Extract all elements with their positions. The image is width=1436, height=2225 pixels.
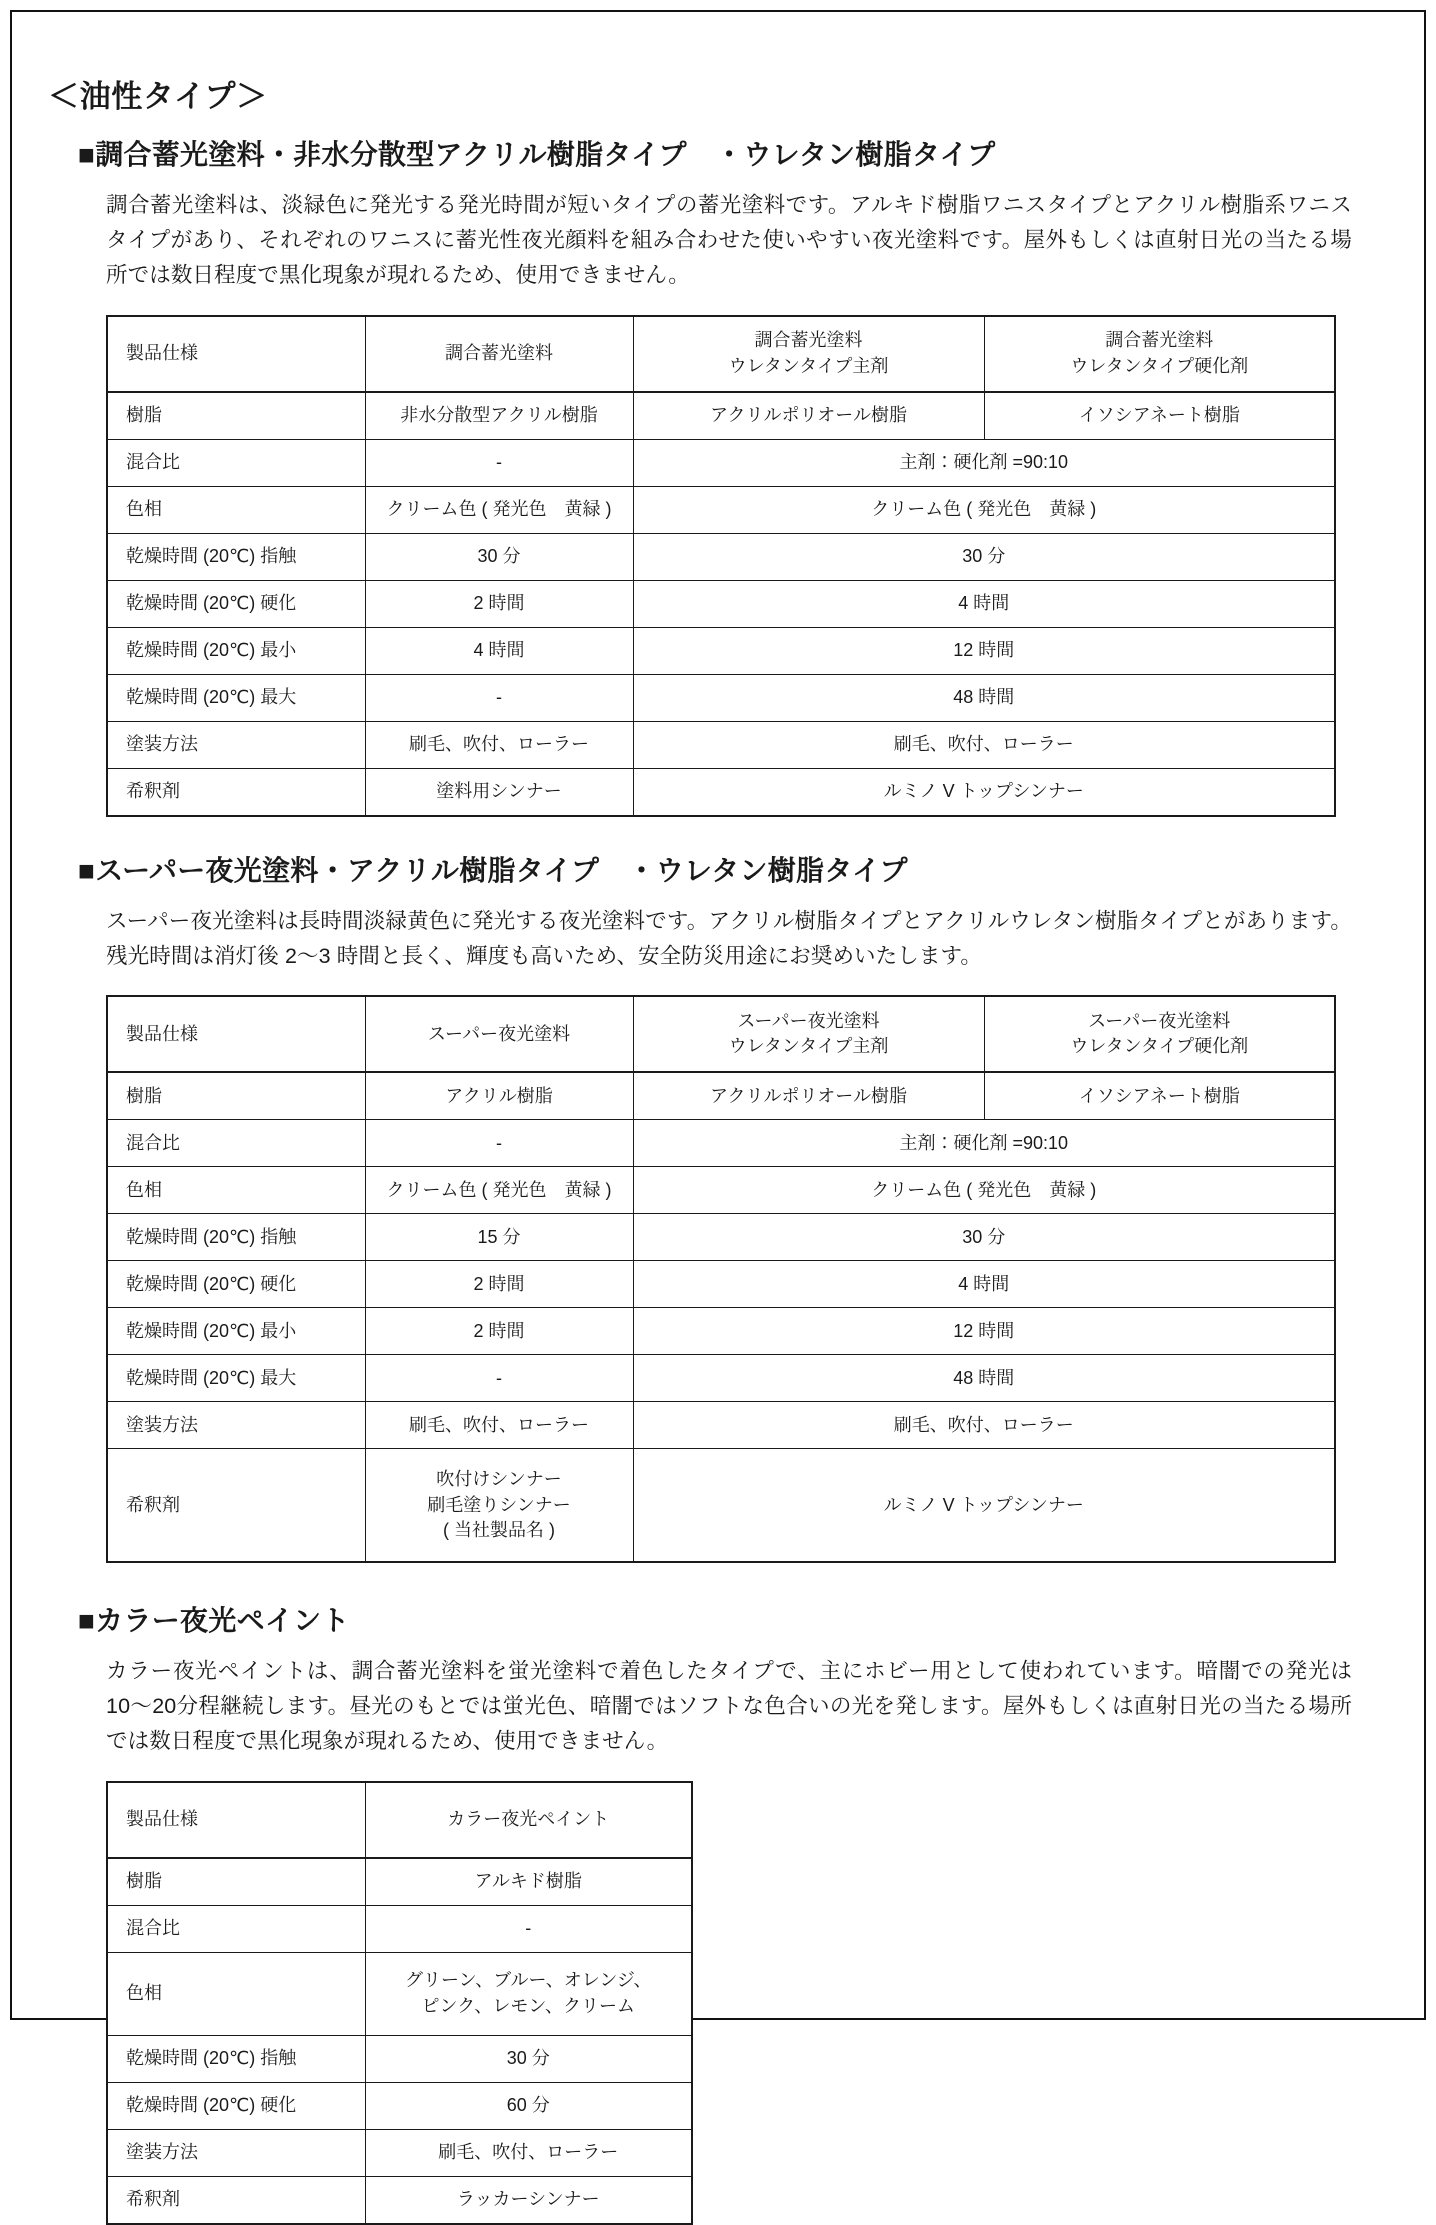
table-row <box>107 2129 692 2176</box>
row-label: 樹脂 <box>107 392 365 440</box>
cell-value: 48 時間 <box>633 1355 1335 1402</box>
col-header-product-3: スーパー夜光塗料 ウレタンタイプ硬化剤 <box>984 996 1335 1072</box>
cell-value: ルミノ V トップシンナー <box>633 768 1335 816</box>
cell-value: 非水分散型アクリル樹脂 <box>365 392 633 440</box>
table-row <box>107 1858 692 1906</box>
row-label: 混合比 <box>107 1905 365 1952</box>
section-super-luminous-paint <box>48 853 1376 1564</box>
cell-value: クリーム色 ( 発光色 黄緑 ) <box>365 486 633 533</box>
table-row <box>107 1308 1335 1355</box>
row-label: 混合比 <box>107 1120 365 1167</box>
table-row <box>107 721 1335 768</box>
col-header-product-1: カラー夜光ペイント <box>365 1782 692 1858</box>
spec-table-1 <box>106 315 1336 817</box>
row-label: 色相 <box>107 1167 365 1214</box>
table-row <box>107 1952 692 2035</box>
row-label: 乾燥時間 (20℃) 指触 <box>107 2035 365 2082</box>
row-label: 混合比 <box>107 439 365 486</box>
cell-value: - <box>365 1120 633 1167</box>
cell-value: 2 時間 <box>365 1261 633 1308</box>
col-header-spec: 製品仕様 <box>107 996 365 1072</box>
row-label: 樹脂 <box>107 1072 365 1120</box>
row-label: 乾燥時間 (20℃) 最小 <box>107 627 365 674</box>
cell-value: 2 時間 <box>365 580 633 627</box>
cell-value: 12 時間 <box>633 627 1335 674</box>
table-row <box>107 2082 692 2129</box>
row-label: 乾燥時間 (20℃) 最大 <box>107 674 365 721</box>
cell-value: 4 時間 <box>633 580 1335 627</box>
table-row <box>107 2035 692 2082</box>
table-header-row <box>107 996 1335 1072</box>
col-header-product-2: スーパー夜光塗料 ウレタンタイプ主剤 <box>633 996 984 1072</box>
table-row <box>107 1402 1335 1449</box>
col-header-product-2: 調合蓄光塗料 ウレタンタイプ主剤 <box>633 316 984 392</box>
cell-value: 4 時間 <box>365 627 633 674</box>
cell-value: ルミノ V トップシンナー <box>633 1449 1335 1563</box>
section-heading: ■調合蓄光塗料・非水分散型アクリル樹脂タイプ ・ウレタン樹脂タイプ <box>78 139 996 171</box>
table-row <box>107 1214 1335 1261</box>
row-label: 乾燥時間 (20℃) 硬化 <box>107 580 365 627</box>
spec-table-3 <box>106 1781 693 2225</box>
row-label: 乾燥時間 (20℃) 指触 <box>107 1214 365 1261</box>
table-header <box>107 1782 692 1858</box>
cell-value: 4 時間 <box>633 1261 1335 1308</box>
cell-value: 30 分 <box>365 533 633 580</box>
cell-value: アクリル樹脂 <box>365 1072 633 1120</box>
section-heading: ■スーパー夜光塗料・アクリル樹脂タイプ ・ウレタン樹脂タイプ <box>78 854 908 886</box>
row-label: 色相 <box>107 486 365 533</box>
row-label: 乾燥時間 (20℃) 硬化 <box>107 1261 365 1308</box>
cell-value: 30 分 <box>633 1214 1335 1261</box>
cell-value: イソシアネート樹脂 <box>984 392 1335 440</box>
section-body-text: カラー夜光ペイントは、調合蓄光塗料を蛍光塗料で着色したタイプで、主にホビー用として使われています。暗闇での発光は10〜20分程継続します。昼光のもとでは蛍光色、暗闇ではソフトな色合いの光を発します。屋外もしくは直射日光の当たる場所では数日程度で黒化現象が現れるため、使用できません。 <box>106 1659 1352 1753</box>
row-label: 乾燥時間 (20℃) 最大 <box>107 1355 365 1402</box>
table-row <box>107 1449 1335 1563</box>
cell-value: 刷毛、吹付、ローラー <box>365 1402 633 1449</box>
cell-value: クリーム色 ( 発光色 黄緑 ) <box>633 1167 1335 1214</box>
spec-table-2 <box>106 995 1336 1563</box>
cell-value: ラッカーシンナー <box>365 2176 692 2224</box>
cell-value: 12 時間 <box>633 1308 1335 1355</box>
row-label: 希釈剤 <box>107 1449 365 1563</box>
table-row <box>107 2176 692 2224</box>
table-header-row <box>107 1782 692 1858</box>
section-oil-mixed-luminous-paint <box>48 137 1376 816</box>
cell-value: アクリルポリオール樹脂 <box>633 392 984 440</box>
cell-value: 48 時間 <box>633 674 1335 721</box>
cell-value: - <box>365 674 633 721</box>
cell-value: 刷毛、吹付、ローラー <box>633 721 1335 768</box>
cell-value: クリーム色 ( 発光色 黄緑 ) <box>633 486 1335 533</box>
section-body-text: 調合蓄光塗料は、淡緑色に発光する発光時間が短いタイプの蓄光塗料です。アルキド樹脂ワニスタイプとアクリル樹脂系ワニスタイプがあり、それぞれのワニスに蓄光性夜光顔料を組み合わせた使いやすい夜光塗料です。屋外もしくは直射日光の当たる場所では数日程度で黒化現象が現れるため、使用できません。 <box>106 193 1352 287</box>
table-row <box>107 1905 692 1952</box>
row-label: 乾燥時間 (20℃) 最小 <box>107 1308 365 1355</box>
col-header-product-1: スーパー夜光塗料 <box>365 996 633 1072</box>
col-header-product-1: 調合蓄光塗料 <box>365 316 633 392</box>
cell-value: アルキド樹脂 <box>365 1858 692 1906</box>
table-row <box>107 392 1335 440</box>
table-row <box>107 486 1335 533</box>
table-body <box>107 1858 692 2224</box>
cell-value: - <box>365 1905 692 1952</box>
cell-value: 刷毛、吹付、ローラー <box>365 721 633 768</box>
cell-value: 刷毛、吹付、ローラー <box>633 1402 1335 1449</box>
row-label: 乾燥時間 (20℃) 指触 <box>107 533 365 580</box>
section-heading: ■カラー夜光ペイント <box>78 1605 350 1637</box>
cell-value: イソシアネート樹脂 <box>984 1072 1335 1120</box>
col-header-spec: 製品仕様 <box>107 316 365 392</box>
table-row <box>107 580 1335 627</box>
cell-value-multiline: 吹付けシンナー 刷毛塗りシンナー ( 当社製品名 ) <box>365 1449 633 1563</box>
table-row <box>107 768 1335 816</box>
cell-value: 30 分 <box>633 533 1335 580</box>
cell-value: 60 分 <box>365 2082 692 2129</box>
cell-value: アクリルポリオール樹脂 <box>633 1072 984 1120</box>
row-label: 色相 <box>107 1952 365 2035</box>
table-row <box>107 1167 1335 1214</box>
page-title: ＜油性タイプ＞ <box>48 79 268 114</box>
section-color-luminous-paint <box>48 1603 1376 2224</box>
row-label: 塗装方法 <box>107 721 365 768</box>
cell-value: - <box>365 439 633 486</box>
row-label: 希釈剤 <box>107 768 365 816</box>
section-body-text: スーパー夜光塗料は長時間淡緑黄色に発光する夜光塗料です。アクリル樹脂タイプとアクリルウレタン樹脂タイプとがあります。残光時間は消灯後 2〜3 時間と長く、輝度も高いため、安全防災用途にお奨めいたします。 <box>106 908 1352 968</box>
row-label: 希釈剤 <box>107 2176 365 2224</box>
table-header <box>107 316 1335 392</box>
table-row <box>107 1261 1335 1308</box>
table-body <box>107 392 1335 816</box>
cell-value-multiline: グリーン、ブルー、オレンジ、 ピンク、レモン、クリーム <box>365 1952 692 2035</box>
cell-value: - <box>365 1355 633 1402</box>
table-row <box>107 1072 1335 1120</box>
cell-value: 主剤：硬化剤 =90:10 <box>633 439 1335 486</box>
cell-value: 塗料用シンナー <box>365 768 633 816</box>
col-header-product-3: 調合蓄光塗料 ウレタンタイプ硬化剤 <box>984 316 1335 392</box>
table-row <box>107 674 1335 721</box>
cell-value: 主剤：硬化剤 =90:10 <box>633 1120 1335 1167</box>
cell-value: 30 分 <box>365 2035 692 2082</box>
row-label: 樹脂 <box>107 1858 365 1906</box>
cell-value: 刷毛、吹付、ローラー <box>365 2129 692 2176</box>
cell-value: クリーム色 ( 発光色 黄緑 ) <box>365 1167 633 1214</box>
table-row <box>107 627 1335 674</box>
row-label: 塗装方法 <box>107 1402 365 1449</box>
table-row <box>107 439 1335 486</box>
table-row <box>107 1120 1335 1167</box>
table-row <box>107 533 1335 580</box>
table-row <box>107 1355 1335 1402</box>
row-label: 乾燥時間 (20℃) 硬化 <box>107 2082 365 2129</box>
row-label: 塗装方法 <box>107 2129 365 2176</box>
table-body <box>107 1072 1335 1562</box>
col-header-spec: 製品仕様 <box>107 1782 365 1858</box>
cell-value: 15 分 <box>365 1214 633 1261</box>
table-header <box>107 996 1335 1072</box>
table-header-row <box>107 316 1335 392</box>
cell-value: 2 時間 <box>365 1308 633 1355</box>
